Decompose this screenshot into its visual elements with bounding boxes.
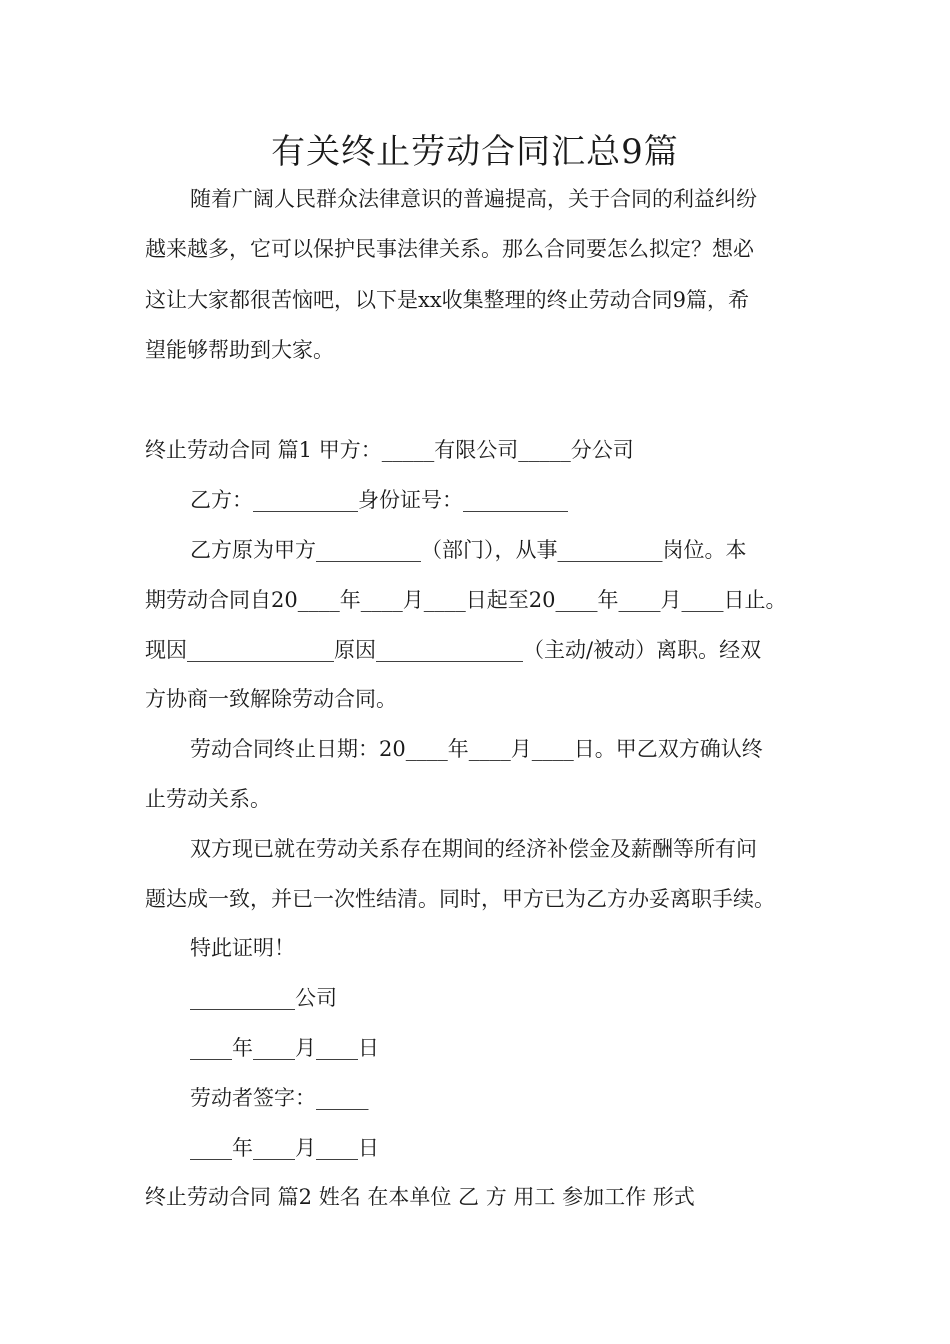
body-line: 方协商一致解除劳动合同。 [145,687,397,711]
signature-company-line: __________公司 [190,986,337,1010]
section-heading: 终止劳动合同 篇1 甲方：_____有限公司_____分公司 [145,438,634,462]
body-line: 现因______________原因______________（主动/被动）离职。经双 [145,638,762,662]
body-line: 期劳动合同自20____年____月____日起至20____年____月____日止。 [145,588,787,612]
intro-line: 越来越多，它可以保护民事法律关系。那么合同要怎么拟定？想必 [145,237,754,261]
body-line: 止劳动关系。 [145,787,271,811]
document-title: 有关终止劳动合同汇总9篇 [271,132,679,172]
worker-signature-line: 劳动者签字：_____ [190,1086,369,1110]
body-line: 乙方原为甲方__________（部门），从事__________岗位。本 [190,538,747,562]
intro-line: 望能够帮助到大家。 [145,338,334,362]
signature-date-line: ____年____月____日 [190,1136,379,1160]
intro-line: 随着广阔人民群众法律意识的普遍提高，关于合同的利益纠纷 [190,187,757,211]
body-line: 双方现已就在劳动关系存在期间的经济补偿金及薪酬等所有问 [190,837,757,861]
section-heading: 终止劳动合同 篇2 姓名 在本单位 乙 方 用工 参加工作 形式 [145,1185,695,1209]
body-line: 乙方：__________身份证号：__________ [190,488,568,512]
signature-date-line: ____年____月____日 [190,1036,379,1060]
body-line: 特此证明！ [190,936,295,960]
body-line: 题达成一致，并已一次性结清。同时，甲方已为乙方办妥离职手续。 [145,887,775,911]
intro-line: 这让大家都很苦恼吧，以下是xx收集整理的终止劳动合同9篇，希 [145,288,750,312]
body-line: 劳动合同终止日期：20____年____月____日。甲乙双方确认终 [190,737,763,761]
